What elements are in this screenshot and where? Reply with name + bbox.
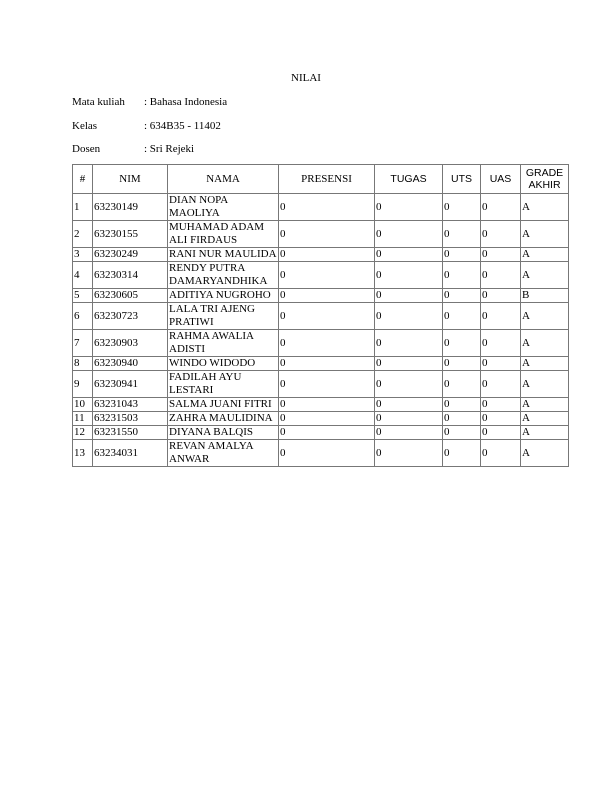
cell-nim: 63234031 xyxy=(93,440,168,467)
cell-uts: 0 xyxy=(443,303,481,330)
cell-uas: 0 xyxy=(481,262,521,289)
table-row xyxy=(73,262,569,289)
cell-uas: 0 xyxy=(481,371,521,398)
cell-uas: 0 xyxy=(481,303,521,330)
cell-nama: LALA TRI AJENG PRATIWI xyxy=(168,303,279,330)
cell-grade: A xyxy=(521,412,569,426)
table-row xyxy=(73,289,569,303)
cell-tugas: 0 xyxy=(375,398,443,412)
cell-tugas: 0 xyxy=(375,248,443,262)
cell-tugas: 0 xyxy=(375,371,443,398)
cell-presensi: 0 xyxy=(279,194,375,221)
header-no: # xyxy=(73,165,93,194)
cell-no: 10 xyxy=(73,398,93,412)
meta-row-dosen xyxy=(72,143,194,155)
table-row xyxy=(73,371,569,398)
cell-no: 9 xyxy=(73,371,93,398)
cell-grade: A xyxy=(521,426,569,440)
cell-presensi: 0 xyxy=(279,262,375,289)
header-tugas: TUGAS xyxy=(375,165,443,194)
cell-tugas: 0 xyxy=(375,412,443,426)
meta-label: Kelas xyxy=(72,120,98,132)
cell-nim: 63230903 xyxy=(93,330,168,357)
cell-tugas: 0 xyxy=(375,426,443,440)
cell-tugas: 0 xyxy=(375,262,443,289)
cell-uts: 0 xyxy=(443,412,481,426)
cell-uas: 0 xyxy=(481,398,521,412)
cell-uts: 0 xyxy=(443,262,481,289)
meta-row-kelas xyxy=(72,120,221,132)
cell-tugas: 0 xyxy=(375,194,443,221)
cell-grade: B xyxy=(521,289,569,303)
cell-no: 8 xyxy=(73,357,93,371)
cell-uas: 0 xyxy=(481,357,521,371)
cell-uas: 0 xyxy=(481,248,521,262)
header-uas: UAS xyxy=(481,165,521,194)
cell-uas: 0 xyxy=(481,412,521,426)
table-header-row xyxy=(73,165,569,194)
cell-nim: 63230314 xyxy=(93,262,168,289)
cell-tugas: 0 xyxy=(375,221,443,248)
cell-presensi: 0 xyxy=(279,357,375,371)
cell-nama: RAHMA AWALIA ADISTI xyxy=(168,330,279,357)
header-grade-akhir xyxy=(521,165,569,194)
cell-presensi: 0 xyxy=(279,221,375,248)
cell-uas: 0 xyxy=(481,194,521,221)
cell-tugas: 0 xyxy=(375,440,443,467)
header-nama: NAMA xyxy=(168,165,279,194)
cell-nama: ADITIYA NUGROHO xyxy=(168,289,279,303)
table-row xyxy=(73,440,569,467)
cell-presensi: 0 xyxy=(279,330,375,357)
cell-presensi: 0 xyxy=(279,248,375,262)
cell-grade: A xyxy=(521,398,569,412)
cell-uts: 0 xyxy=(443,426,481,440)
cell-tugas: 0 xyxy=(375,289,443,303)
cell-uas: 0 xyxy=(481,289,521,303)
table-row xyxy=(73,426,569,440)
cell-grade: A xyxy=(521,330,569,357)
cell-grade: A xyxy=(521,248,569,262)
table-row xyxy=(73,412,569,426)
header-grade-line2: AKHIR xyxy=(528,179,561,191)
cell-uts: 0 xyxy=(443,440,481,467)
cell-no: 4 xyxy=(73,262,93,289)
header-presensi: PRESENSI xyxy=(279,165,375,194)
cell-nim: 63230941 xyxy=(93,371,168,398)
cell-grade: A xyxy=(521,440,569,467)
table-row xyxy=(73,398,569,412)
cell-presensi: 0 xyxy=(279,412,375,426)
cell-no: 13 xyxy=(73,440,93,467)
cell-grade: A xyxy=(521,194,569,221)
cell-nim: 63230149 xyxy=(93,194,168,221)
grades-body xyxy=(73,194,569,467)
cell-uts: 0 xyxy=(443,330,481,357)
meta-row-mata-kuliah xyxy=(72,96,227,108)
cell-tugas: 0 xyxy=(375,330,443,357)
cell-grade: A xyxy=(521,262,569,289)
cell-nim: 63231043 xyxy=(93,398,168,412)
table-row xyxy=(73,303,569,330)
cell-nama: REVAN AMALYA ANWAR xyxy=(168,440,279,467)
cell-nama: ZAHRA MAULIDINA xyxy=(168,412,279,426)
meta-value: : Sri Rejeki xyxy=(144,143,195,155)
meta-label: Dosen xyxy=(72,143,101,155)
cell-nim: 63230940 xyxy=(93,357,168,371)
cell-nama: MUHAMAD ADAM ALI FIRDAUS xyxy=(168,221,279,248)
cell-grade: A xyxy=(521,221,569,248)
cell-no: 1 xyxy=(73,194,93,221)
cell-nim: 63230723 xyxy=(93,303,168,330)
cell-uas: 0 xyxy=(481,330,521,357)
cell-presensi: 0 xyxy=(279,398,375,412)
cell-presensi: 0 xyxy=(279,440,375,467)
header-uts: UTS xyxy=(443,165,481,194)
cell-no: 11 xyxy=(73,412,93,426)
cell-uas: 0 xyxy=(481,440,521,467)
cell-grade: A xyxy=(521,371,569,398)
header-grade-line1: GRADE xyxy=(525,167,564,179)
cell-nama: FADILAH AYU LESTARI xyxy=(168,371,279,398)
cell-nama: DIAN NOPA MAOLIYA xyxy=(168,194,279,221)
cell-presensi: 0 xyxy=(279,371,375,398)
table-row xyxy=(73,357,569,371)
cell-uts: 0 xyxy=(443,371,481,398)
cell-tugas: 0 xyxy=(375,303,443,330)
grades-table xyxy=(72,164,569,467)
cell-uts: 0 xyxy=(443,221,481,248)
table-row xyxy=(73,248,569,262)
cell-nim: 63231503 xyxy=(93,412,168,426)
cell-no: 5 xyxy=(73,289,93,303)
cell-no: 7 xyxy=(73,330,93,357)
cell-tugas: 0 xyxy=(375,357,443,371)
cell-nim: 63230155 xyxy=(93,221,168,248)
cell-uts: 0 xyxy=(443,248,481,262)
table-row xyxy=(73,330,569,357)
cell-nama: WINDO WIDODO xyxy=(168,357,279,371)
meta-value: : Bahasa Indonesia xyxy=(144,96,228,108)
cell-grade: A xyxy=(521,303,569,330)
cell-presensi: 0 xyxy=(279,426,375,440)
cell-no: 2 xyxy=(73,221,93,248)
cell-presensi: 0 xyxy=(279,289,375,303)
cell-nama: SALMA JUANI FITRI xyxy=(168,398,279,412)
cell-nim: 63230605 xyxy=(93,289,168,303)
cell-no: 3 xyxy=(73,248,93,262)
table-row xyxy=(73,221,569,248)
header-nim: NIM xyxy=(93,165,168,194)
cell-nim: 63230249 xyxy=(93,248,168,262)
cell-no: 6 xyxy=(73,303,93,330)
table-row xyxy=(73,194,569,221)
meta-label: Mata kuliah xyxy=(72,96,125,108)
cell-uas: 0 xyxy=(481,221,521,248)
cell-grade: A xyxy=(521,357,569,371)
cell-nim: 63231550 xyxy=(93,426,168,440)
document-title: NILAI xyxy=(291,72,321,84)
meta-value: : 634B35 - 11402 xyxy=(144,120,221,132)
cell-uas: 0 xyxy=(481,426,521,440)
cell-nama: RENDY PUTRA DAMARYANDHIKA xyxy=(168,262,279,289)
cell-presensi: 0 xyxy=(279,303,375,330)
cell-uts: 0 xyxy=(443,398,481,412)
cell-uts: 0 xyxy=(443,194,481,221)
cell-no: 12 xyxy=(73,426,93,440)
cell-nama: RANI NUR MAULIDA xyxy=(169,248,277,260)
cell-uts: 0 xyxy=(443,289,481,303)
cell-uts: 0 xyxy=(443,357,481,371)
cell-nama: DIYANA BALQIS xyxy=(168,426,279,440)
